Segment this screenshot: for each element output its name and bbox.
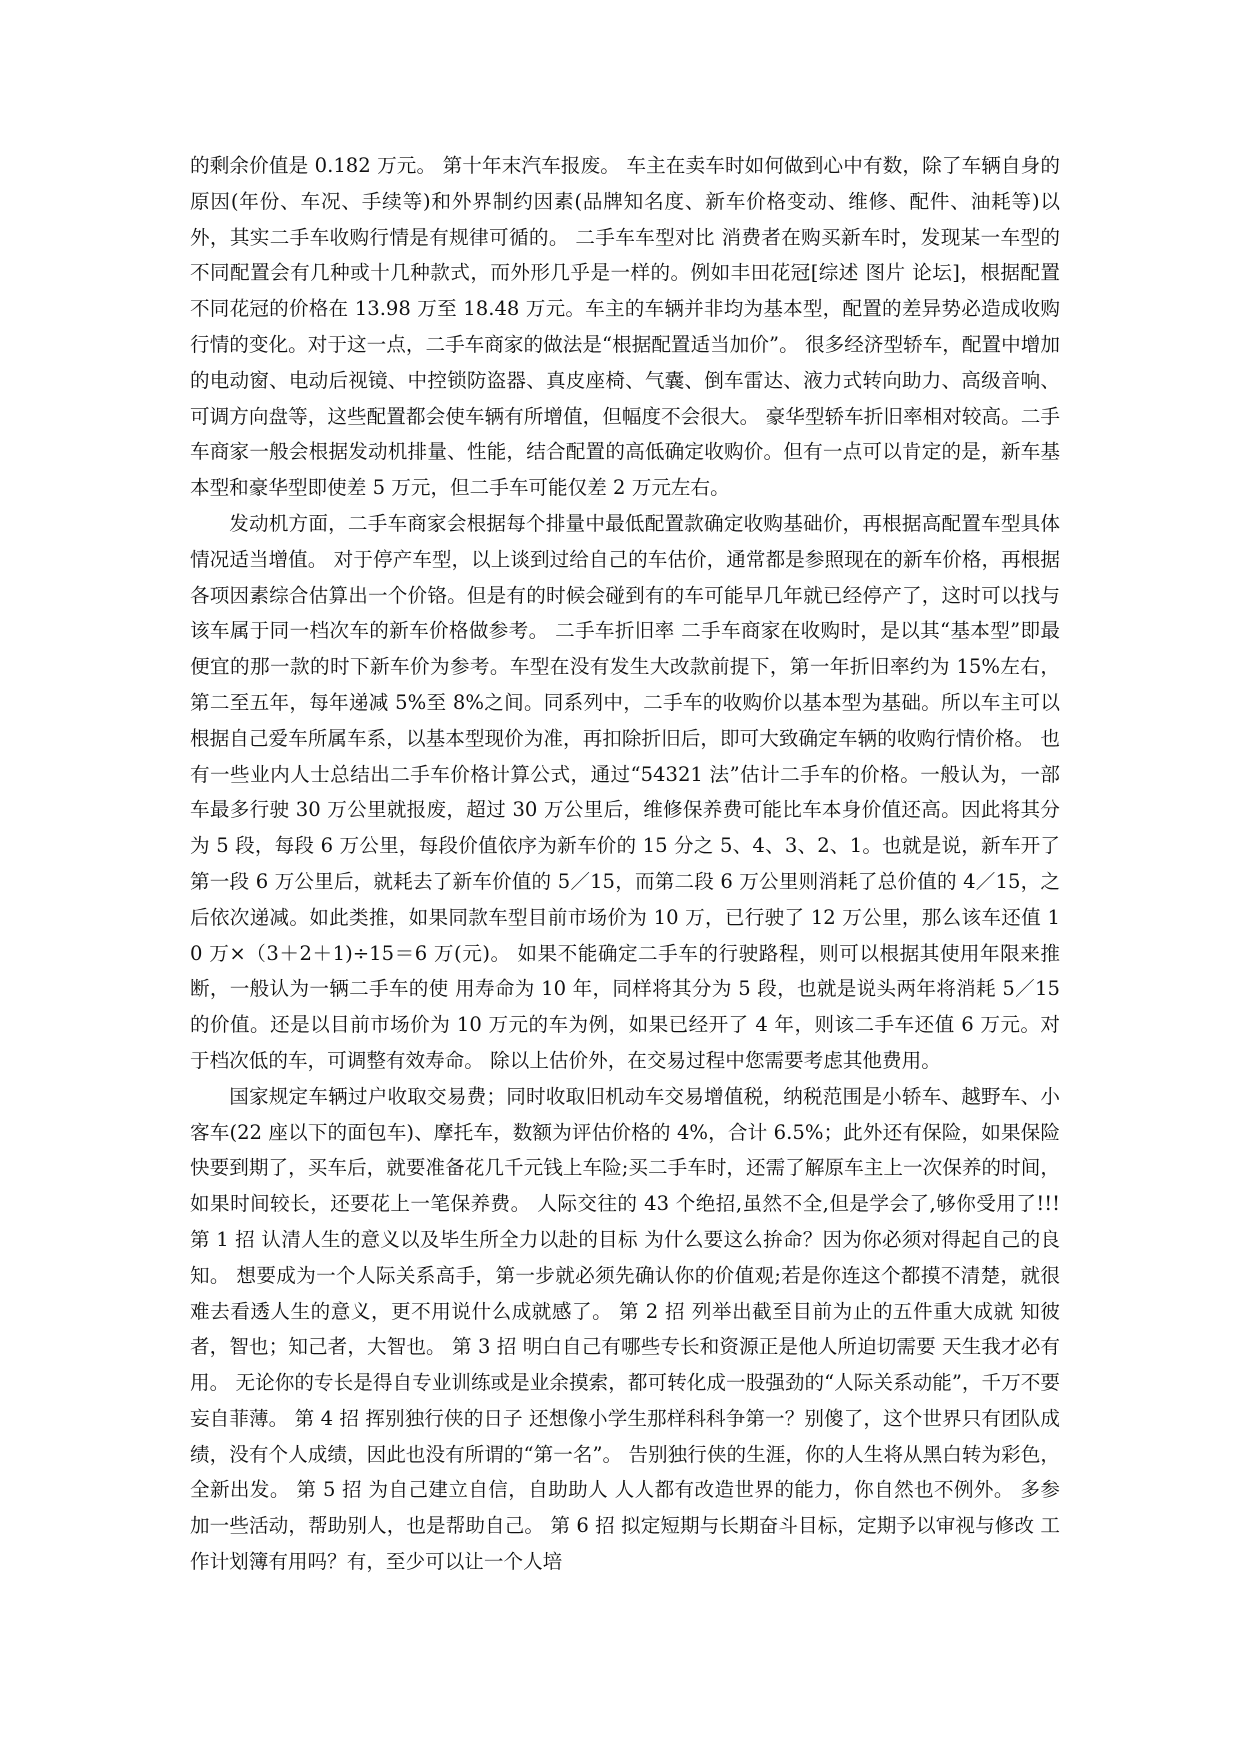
paragraph-2: 发动机方面，二手车商家会根据每个排量中最低配置款确定收购基础价，再根据高配置车型具体情况适当增值。 对于停产车型，以上谈到过给自己的车估价，通常都是参照现在的新车价格，再根据各项因素综合估算出一个价铬。但是有的时候会碰到有的车可能早几年就已经停产了，这时可以找与该车属于同一档次车的新车价格做参考。 二手车折旧率 二手车商家在收购时，是以其“基本型”即最便宜的那一款的时下新车价为参考。车型在没有发生大改款前提下，第一年折旧率约为 15%左右，第二至五年，每年递减 5%至 8%之间。同系列中，二手车的收购价以基本型为基础。所以车主可以根据自己爱车所属车系，以基本型现价为准，再扣除折旧后，即可大致确定车辆的收购行情价格。 也有一些业内人士总结出二手车价格计算公式，通过“54321 法”估计二手车的价格。一般认为，一部车最多行驶 30 万公里就报废，超过 30 万公里后，维修保养费可能比车本身价值还高。因此将其分为 5 段，每段 6 万公里，每段价值依序为新车价的 15 分之 5、4、3、2、1。也就是说，新车开了第一段 6 万公里后，就耗去了新车价值的 5／15，而第二段 6 万公里则消耗了总价值的 4／15，之后依次递减。如此类推，如果同款车型目前市场价为 10 万，已行驶了 12 万公里，那么该车还值 10 万×（3＋2＋1)÷15＝6 万(元)。 如果不能确定二手车的行驶路程，则可以根据其使用年限来推断，一般认为一辆二手车的使 用寿命为 10 年，同样将其分为 5 段，也就是说头两年将消耗 5／15 的价值。还是以目前市场价为 10 万元的车为例，如果已经开了 4 年，则该二手车还值 6 万元。对于档次低的车，可调整有效寿命。 除以上估价外，在交易过程中您需要考虑其他费用。 xyxy=(190,511,1060,1072)
paragraph-1: 的剩余价值是 0.182 万元。 第十年末汽车报废。 车主在卖车时如何做到心中有数，除了车辆自身的原因(年份、车况、手续等)和外界制约因素(品牌知名度、新车价格变动、维修、配件、油耗等)以外，其实二手车收购行情是有规律可循的。 二手车车型对比 消费者在购买新车时，发现某一车型的不同配置会有几种或十几种款式，而外形几乎是一样的。例如丰田花冠[综述 图片 论坛]，根据配置不同花冠的价格在 13.98 万至 18.48 万元。车主的车辆并非均为基本型，配置的差异势必造成收购行情的变化。对于这一点，二手车商家的做法是“根据配置适当加价”。 很多经济型轿车，配置中增加的电动窗、电动后视镜、中控锁防盗器、真皮座椅、气囊、倒车雷达、液力式转向助力、高级音响、可调方向盘等，这些配置都会使车辆有所增值，但幅度不会很大。 豪华型轿车折旧率相对较高。二手车商家一般会根据发动机排量、性能，结合配置的高低确定收购价。但有一点可以肯定的是，新车基本型和豪华型即使差 5 万元，但二手车可能仅差 2 万元左右。 xyxy=(190,154,1060,500)
paragraph-3: 国家规定车辆过户收取交易费；同时收取旧机动车交易增值税，纳税范围是小轿车、越野车、小客车(22 座以下的面包车)、摩托车，数额为评估价格的 4%，合计 6.5%；此外还有保险，如果保险快要到期了，买车后，就要准备花几千元钱上车险;买二手车时，还需了解原车主上一次保养的时间，如果时间较长，还要花上一笔保养费。 人际交往的 43 个绝招,虽然不全,但是学会了,够你受用了!!! 第 1 招 认清人生的意义以及毕生所全力以赴的目标 为什么要这么拚命？因为你必须对得起自己的良知。 想要成为一个人际关系高手，第一步就必须先确认你的价值观;若是你连这个都摸不清楚，就很难去看透人生的意义，更不用说什么成就感了。 第 2 招 列举出截至目前为止的五件重大成就 知彼者，智也；知己者，大智也。 第 3 招 明白自己有哪些专长和资源正是他人所迫切需要 天生我才必有用。 无论你的专长是得自专业训练或是业余摸索，都可转化成一股强劲的“人际关系动能”，千万不要妄自菲薄。 第 4 招 挥别独行侠的日子 还想像小学生那样科科争第一？别傻了，这个世界只有团队成绩，没有个人成绩，因此也没有所谓的“第一名”。 告别独行侠的生涯，你的人生将从黑白转为彩色，全新出发。 第 5 招 为自己建立自信，自助助人 人人都有改造世界的能力，你自然也不例外。 多参加一些活动，帮助别人，也是帮助自己。 第 6 招 拟定短期与长期奋斗目标，定期予以审视与修改 工作计划簿有用吗？有，至少可以让一个人培 xyxy=(190,1084,1060,1574)
document-body xyxy=(190,148,1060,1580)
